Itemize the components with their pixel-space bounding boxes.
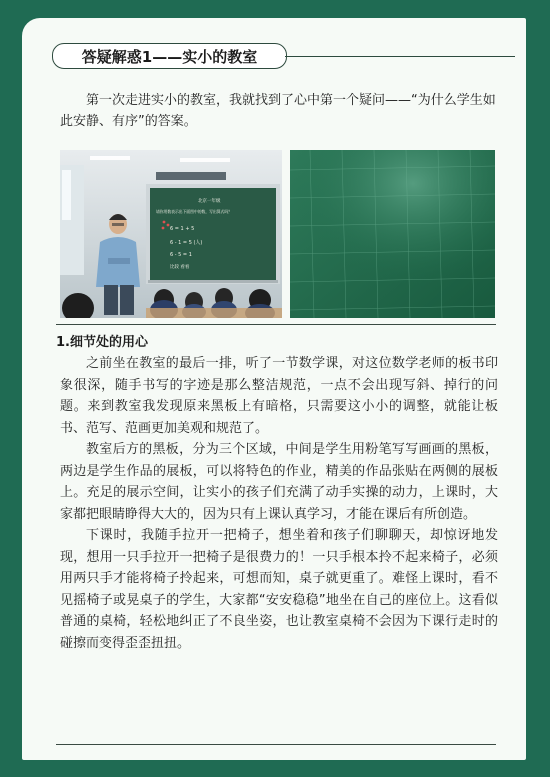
paragraph-2: 教室后方的黑板，分为三个区域，中间是学生用粉笔写写画画的黑板，两边是学生作品的展板，可以将特色的作业，精美的作品张贴在两侧的展板上。充足的展示空间，让实小的孩子们充满了动手实操的动力，上课时，大家都把眼睛睁得大大的，因为只有上课认真学习，才能在课后有所创造。: [60, 442, 498, 522]
board-line-4: 6 - 1 = 5 (人): [170, 240, 203, 246]
section-title: 答疑解惑1——实小的教室: [52, 43, 287, 69]
intro-paragraph: 第一次走进实小的教室，我就找到了心中第一个疑问——“为什么学生如此安静、有序”的答案。: [60, 93, 496, 129]
board-line-6: 比较 看看: [170, 265, 190, 270]
blackboard-grid: [290, 150, 495, 318]
subsection-body: [60, 353, 498, 654]
subsection-heading: 1.细节处的用心: [56, 335, 148, 350]
paragraph-3: 下课时，我随手拉开一把椅子，想坐着和孩子们聊聊天，却惊讶地发现，想用一只手拉开一把椅子是很费力的！一只手根本拎不起来椅子，必须用两只手才能将椅子拎起来，可想而知，桌子就更重了。难怪上课时，看不见摇椅子或晃桌子的学生，大家都“安安稳稳”地坐在自己的座位上。这看似普通的桌椅，轻松地纠正了不良坐姿，也让教室桌椅不会因为下课行走时的碰擦而变得歪歪扭扭。: [60, 528, 498, 651]
blackboard-closeup-photo: [290, 150, 495, 318]
title-underline: [285, 56, 515, 57]
board-line-1: 北京一年级: [198, 199, 221, 204]
board-line-5: 6 - 5 = 1: [170, 252, 192, 258]
board-line-2: 请你用数表示出下面图中的数，写出算式吗？: [156, 209, 232, 214]
classroom-scene: [60, 150, 282, 318]
classroom-photo: [60, 150, 282, 318]
paragraph-1: 之前坐在教室的最后一排，听了一节数学课，对这位数学老师的板书印象很深，随手书写的字迹是那么整洁规范，一点不会出现写斜、掉行的问题。来到教室我发现原来黑板上有暗格，只需要这小小的调整，就能让板书、范写、范画更加美观和规范了。: [60, 356, 498, 436]
board-line-3: 6 = 1 + 5: [170, 226, 195, 232]
section-divider-bottom: [56, 744, 496, 745]
section-divider-top: [56, 324, 496, 325]
article-page: [22, 18, 526, 760]
